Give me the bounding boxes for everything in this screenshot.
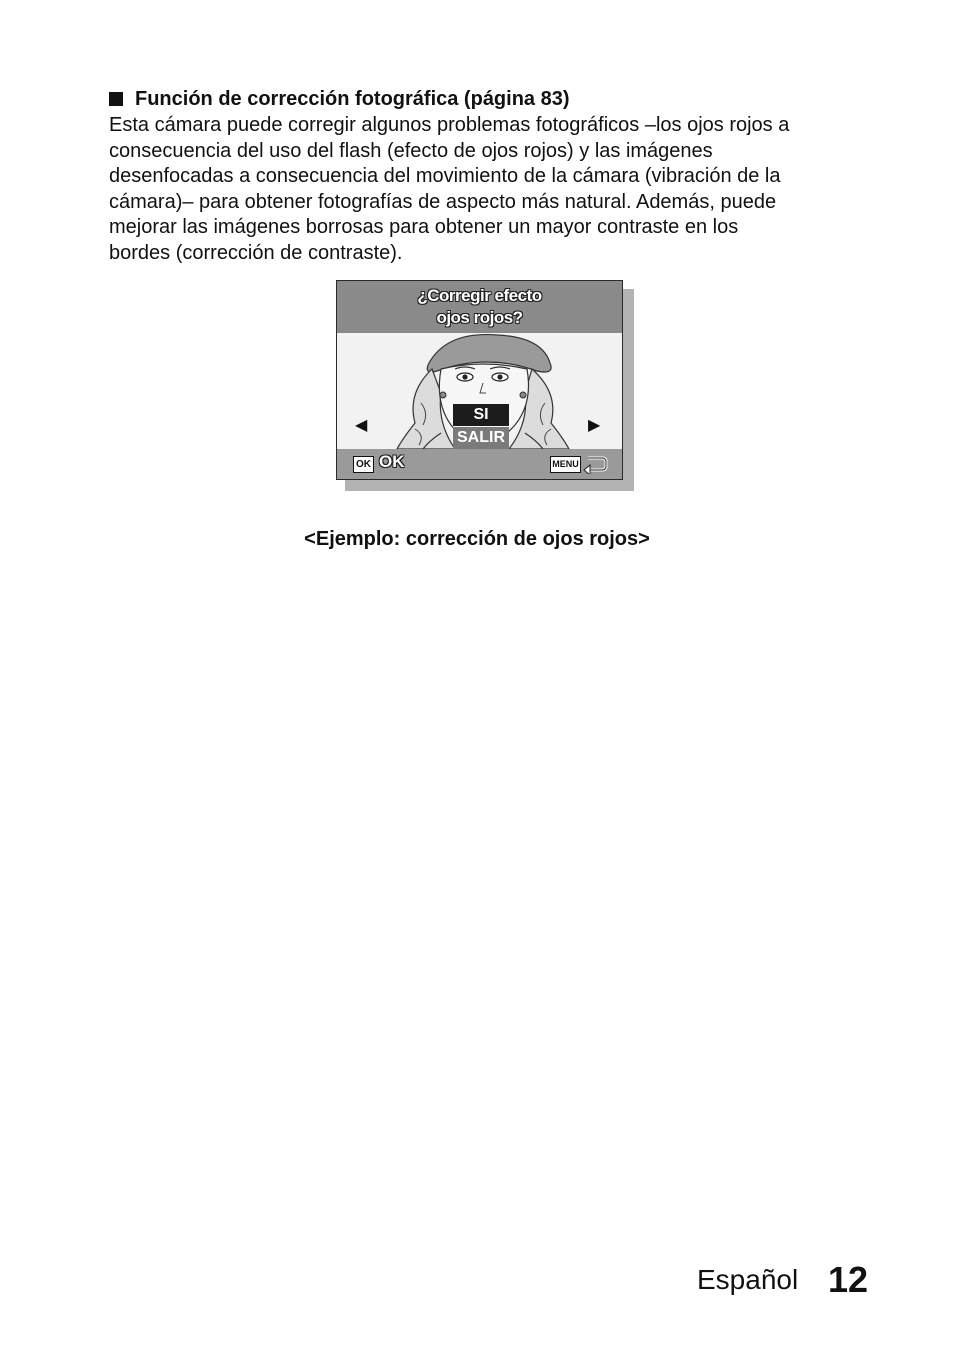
section-heading-text: Función de corrección fotográfica (página 83) — [135, 88, 570, 110]
section-heading — [109, 86, 570, 112]
option-si[interactable]: SI — [453, 404, 509, 426]
paragraph-line: mejorar las imágenes borrosas para obtener un mayor contraste en los — [109, 216, 739, 238]
menu-button-icon[interactable]: MENU — [550, 456, 581, 473]
screen-title-line2: ojos rojos? — [436, 308, 523, 327]
screen-title-line1: ¿Corregir efecto — [417, 286, 542, 305]
body-paragraph — [109, 113, 879, 266]
footer-language: Español — [697, 1264, 799, 1295]
option-salir[interactable]: SALIR — [453, 427, 509, 449]
arrow-right-icon[interactable]: ▶ — [588, 417, 601, 434]
screen-title — [337, 281, 622, 333]
paragraph-line: cámara)– para obtener fotografías de aspecto más natural. Además, puede — [109, 190, 777, 213]
square-bullet-icon — [109, 92, 123, 106]
ok-label: OK — [379, 452, 405, 471]
paragraph-line: desenfocadas a consecuencia del movimiento de la cámara (vibración de la — [109, 165, 781, 187]
figure-caption: <Ejemplo: corrección de ojos rojos> — [304, 528, 650, 550]
ok-button-icon[interactable]: OK — [353, 456, 374, 473]
arrow-left-icon[interactable]: ◀ — [355, 417, 368, 434]
screen-bottom-bar — [337, 449, 622, 479]
paragraph-line: Esta cámara puede corregir algunos problemas fotográficos –los ojos rojos a — [109, 114, 790, 136]
return-arrow-icon — [582, 454, 608, 474]
paragraph-line: consecuencia del uso del flash (efecto de ojos rojos) y las imágenes — [109, 139, 713, 162]
page-number: 12 — [828, 1259, 869, 1300]
paragraph-line: bordes (corrección de contraste). — [109, 241, 403, 264]
camera-screen-illustration — [336, 280, 623, 480]
